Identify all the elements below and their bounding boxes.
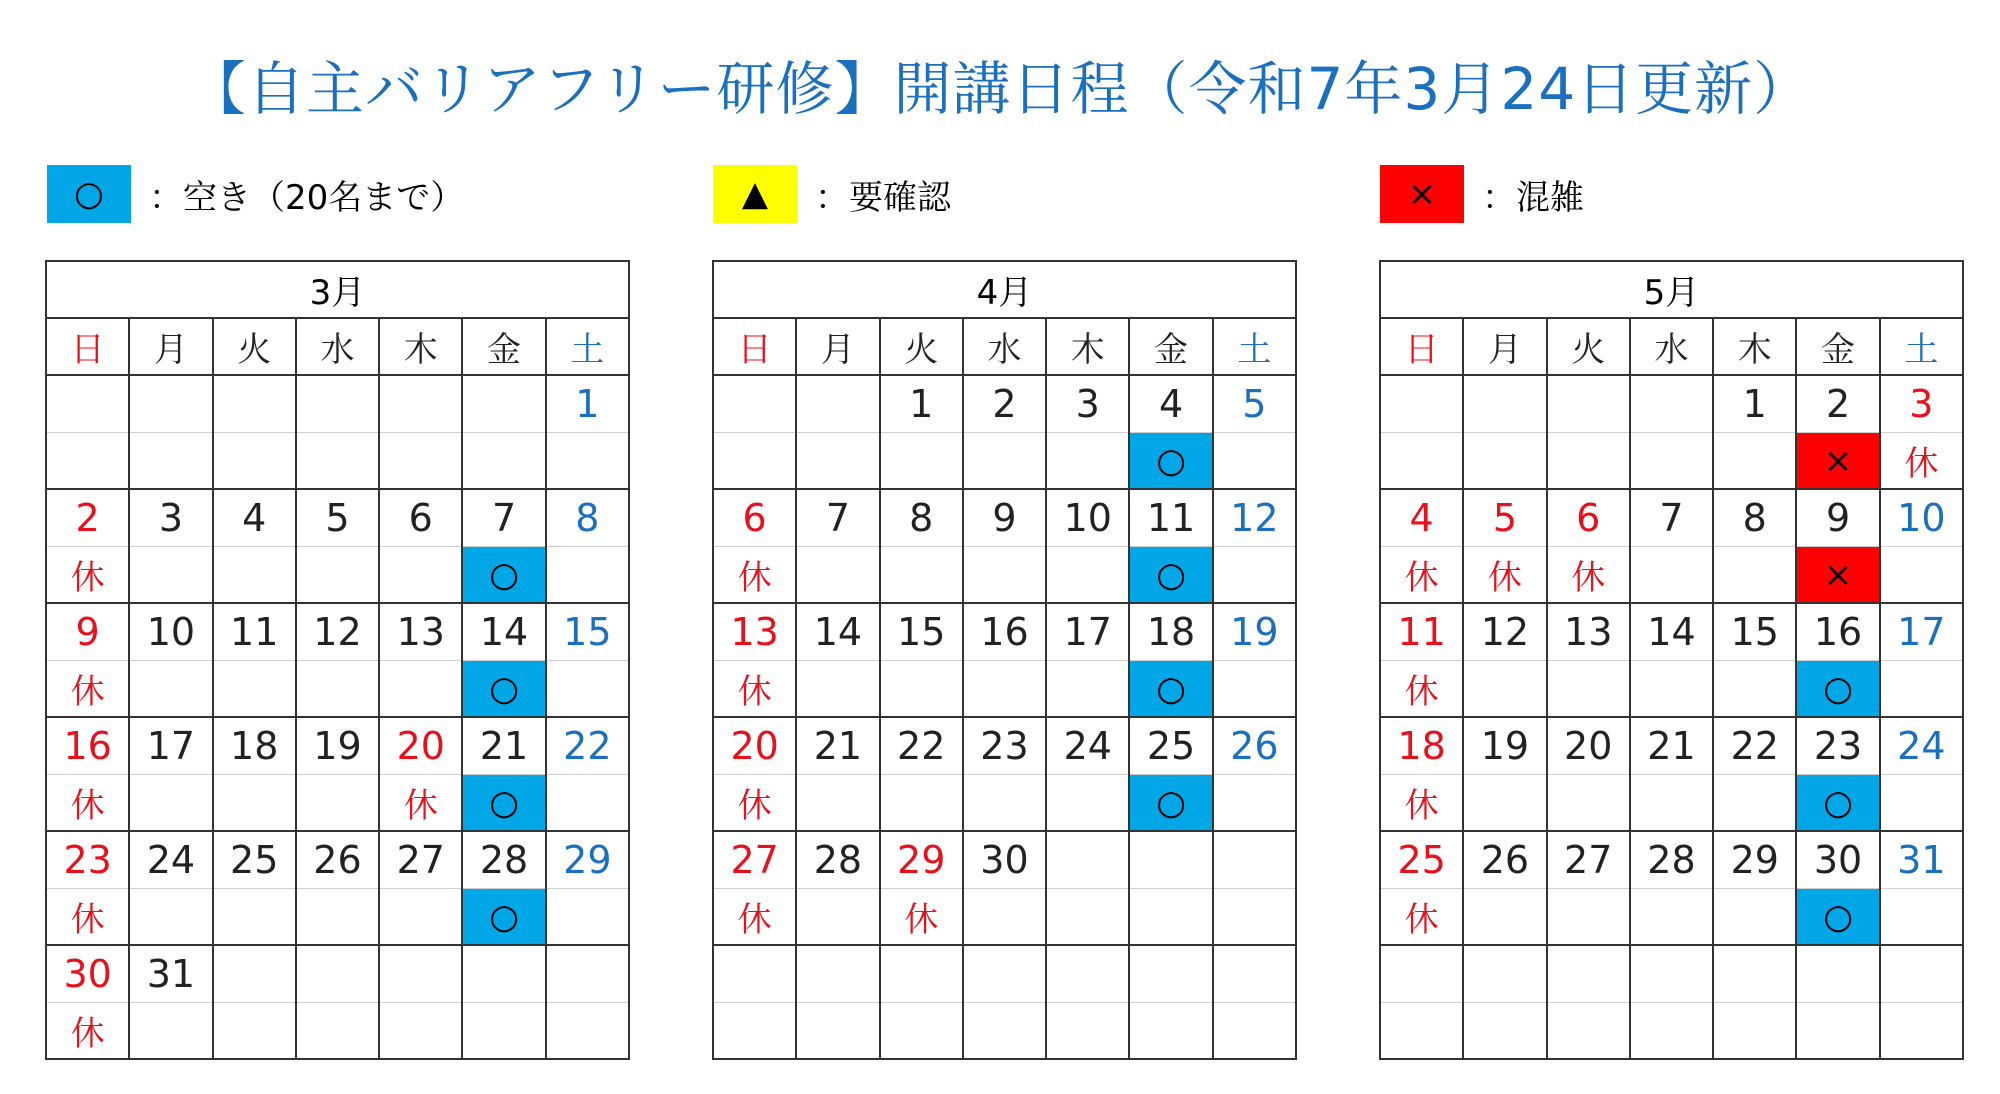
status-cell xyxy=(1880,661,1963,718)
day-number: 5 xyxy=(1213,375,1296,433)
weekday-header: 木 xyxy=(1046,318,1129,375)
status-cell xyxy=(1046,1003,1129,1060)
day-number: 22 xyxy=(880,717,963,775)
status-cell xyxy=(880,775,963,832)
status-cell xyxy=(1463,775,1546,832)
status-cell xyxy=(379,547,462,604)
status-cell xyxy=(1630,889,1713,946)
status-cell xyxy=(963,661,1046,718)
status-holiday: 休 xyxy=(1463,547,1546,604)
day-number: 17 xyxy=(1046,603,1129,661)
status-cell xyxy=(1213,775,1296,832)
day-number: 11 xyxy=(213,603,296,661)
status-available: ○ xyxy=(462,547,545,604)
status-cell xyxy=(1129,889,1212,946)
day-number: 18 xyxy=(1380,717,1463,775)
day-number xyxy=(462,945,545,1003)
day-number xyxy=(129,375,212,433)
day-number: 10 xyxy=(1046,489,1129,547)
day-number xyxy=(1713,945,1796,1003)
weekday-header: 火 xyxy=(880,318,963,375)
status-cell xyxy=(213,661,296,718)
day-number: 1 xyxy=(880,375,963,433)
status-cell xyxy=(1880,547,1963,604)
day-number: 11 xyxy=(1129,489,1212,547)
weekday-header: 木 xyxy=(379,318,462,375)
day-number: 16 xyxy=(46,717,129,775)
day-number: 8 xyxy=(1713,489,1796,547)
status-holiday: 休 xyxy=(713,661,796,718)
status-cell xyxy=(129,775,212,832)
weekday-header: 木 xyxy=(1713,318,1796,375)
day-number: 16 xyxy=(963,603,1046,661)
status-holiday: 休 xyxy=(880,889,963,946)
day-number: 2 xyxy=(963,375,1046,433)
status-full: × xyxy=(1796,433,1879,490)
day-number xyxy=(46,375,129,433)
status-holiday: 休 xyxy=(1880,433,1963,490)
status-cell xyxy=(963,889,1046,946)
legend-available-label: ：空き（20名まで） xyxy=(149,177,465,218)
day-number: 4 xyxy=(1380,489,1463,547)
day-number: 12 xyxy=(1463,603,1546,661)
status-cell xyxy=(1630,547,1713,604)
legend-available-swatch: ○ xyxy=(47,165,131,223)
day-number: 13 xyxy=(713,603,796,661)
status-cell xyxy=(1880,775,1963,832)
day-number: 19 xyxy=(1213,603,1296,661)
day-number: 8 xyxy=(546,489,629,547)
day-number: 5 xyxy=(296,489,379,547)
day-number xyxy=(213,375,296,433)
status-cell xyxy=(213,1003,296,1060)
status-cell xyxy=(1463,433,1546,490)
day-number: 1 xyxy=(546,375,629,433)
status-cell xyxy=(546,661,629,718)
calendar-april xyxy=(712,260,1297,1060)
day-number: 2 xyxy=(1796,375,1879,433)
status-cell xyxy=(880,1003,963,1060)
status-available: ○ xyxy=(1129,547,1212,604)
status-cell xyxy=(546,1003,629,1060)
legend-full xyxy=(1380,165,1584,223)
day-number: 27 xyxy=(713,831,796,889)
day-number xyxy=(1129,831,1212,889)
day-number: 18 xyxy=(213,717,296,775)
status-cell xyxy=(129,547,212,604)
status-cell xyxy=(379,661,462,718)
weekday-header: 土 xyxy=(1213,318,1296,375)
status-cell xyxy=(1046,889,1129,946)
status-cell xyxy=(213,889,296,946)
day-number: 26 xyxy=(1463,831,1546,889)
status-cell xyxy=(546,433,629,490)
status-cell xyxy=(796,433,879,490)
status-holiday: 休 xyxy=(1547,547,1630,604)
day-number xyxy=(1630,945,1713,1003)
day-number: 28 xyxy=(462,831,545,889)
day-number: 11 xyxy=(1380,603,1463,661)
status-holiday: 休 xyxy=(46,1003,129,1060)
day-number xyxy=(796,375,879,433)
day-number xyxy=(880,945,963,1003)
weekday-header: 土 xyxy=(1880,318,1963,375)
status-cell xyxy=(1630,433,1713,490)
day-number xyxy=(1463,945,1546,1003)
day-number xyxy=(379,375,462,433)
status-holiday: 休 xyxy=(1380,775,1463,832)
day-number: 12 xyxy=(296,603,379,661)
status-cell xyxy=(796,775,879,832)
weekday-header: 火 xyxy=(1547,318,1630,375)
status-cell xyxy=(796,661,879,718)
status-holiday: 休 xyxy=(379,775,462,832)
day-number: 4 xyxy=(1129,375,1212,433)
status-cell xyxy=(1213,1003,1296,1060)
day-number: 9 xyxy=(46,603,129,661)
day-number xyxy=(1880,945,1963,1003)
status-cell xyxy=(462,1003,545,1060)
day-number: 16 xyxy=(1796,603,1879,661)
day-number: 26 xyxy=(296,831,379,889)
day-number xyxy=(213,945,296,1003)
day-number: 20 xyxy=(1547,717,1630,775)
day-number: 29 xyxy=(1713,831,1796,889)
status-cell xyxy=(880,433,963,490)
status-cell xyxy=(1046,547,1129,604)
status-holiday: 休 xyxy=(46,889,129,946)
weekday-header: 水 xyxy=(296,318,379,375)
day-number: 30 xyxy=(1796,831,1879,889)
calendar-may xyxy=(1379,260,1964,1060)
status-cell xyxy=(1547,1003,1630,1060)
status-cell xyxy=(1213,889,1296,946)
day-number: 24 xyxy=(1880,717,1963,775)
day-number: 1 xyxy=(1713,375,1796,433)
status-cell xyxy=(1630,1003,1713,1060)
weekday-header: 月 xyxy=(796,318,879,375)
legend-available xyxy=(47,165,464,223)
weekday-header: 金 xyxy=(1796,318,1879,375)
status-cell xyxy=(1046,775,1129,832)
day-number: 28 xyxy=(796,831,879,889)
legend-check-label: ：要確認 xyxy=(815,177,951,218)
day-number: 23 xyxy=(963,717,1046,775)
day-number: 20 xyxy=(713,717,796,775)
status-available: ○ xyxy=(1129,433,1212,490)
status-cell xyxy=(713,433,796,490)
status-cell xyxy=(1630,661,1713,718)
day-number: 6 xyxy=(379,489,462,547)
status-cell xyxy=(880,661,963,718)
status-cell xyxy=(213,547,296,604)
day-number xyxy=(462,375,545,433)
status-cell xyxy=(1880,1003,1963,1060)
day-number xyxy=(379,945,462,1003)
day-number xyxy=(546,945,629,1003)
day-number xyxy=(1046,945,1129,1003)
status-holiday: 休 xyxy=(1380,889,1463,946)
status-cell xyxy=(379,433,462,490)
status-available: ○ xyxy=(462,661,545,718)
status-cell xyxy=(1046,433,1129,490)
weekday-header: 火 xyxy=(213,318,296,375)
status-available: ○ xyxy=(1129,661,1212,718)
day-number: 25 xyxy=(213,831,296,889)
day-number xyxy=(1547,945,1630,1003)
status-cell xyxy=(1463,889,1546,946)
status-cell xyxy=(46,433,129,490)
legend-check-swatch: ▲ xyxy=(713,165,797,223)
day-number: 30 xyxy=(963,831,1046,889)
status-cell xyxy=(1547,661,1630,718)
weekday-header: 日 xyxy=(46,318,129,375)
day-number xyxy=(1213,945,1296,1003)
weekday-header: 水 xyxy=(963,318,1046,375)
status-cell xyxy=(379,889,462,946)
status-cell xyxy=(296,775,379,832)
day-number: 21 xyxy=(1630,717,1713,775)
status-cell xyxy=(963,775,1046,832)
day-number xyxy=(713,375,796,433)
status-cell xyxy=(963,433,1046,490)
day-number xyxy=(296,945,379,1003)
status-cell xyxy=(213,775,296,832)
page-title: 【自主バリアフリー研修】開講日程（令和7年3月24日更新） xyxy=(187,55,1813,123)
day-number: 31 xyxy=(129,945,212,1003)
day-number xyxy=(1046,831,1129,889)
status-cell xyxy=(1713,889,1796,946)
day-number: 20 xyxy=(379,717,462,775)
legend-full-label: ：混雑 xyxy=(1482,177,1584,218)
day-number: 19 xyxy=(1463,717,1546,775)
day-number: 6 xyxy=(1547,489,1630,547)
day-number: 23 xyxy=(1796,717,1879,775)
day-number: 27 xyxy=(379,831,462,889)
day-number: 14 xyxy=(462,603,545,661)
status-cell xyxy=(1213,433,1296,490)
day-number: 15 xyxy=(1713,603,1796,661)
status-available: ○ xyxy=(1129,775,1212,832)
day-number: 31 xyxy=(1880,831,1963,889)
day-number xyxy=(963,945,1046,1003)
status-cell xyxy=(1547,433,1630,490)
status-cell xyxy=(129,889,212,946)
day-number: 3 xyxy=(1046,375,1129,433)
status-cell xyxy=(1880,889,1963,946)
weekday-header: 月 xyxy=(129,318,212,375)
weekday-header: 日 xyxy=(713,318,796,375)
day-number xyxy=(1380,375,1463,433)
status-cell xyxy=(963,1003,1046,1060)
status-cell xyxy=(379,1003,462,1060)
legend-full-swatch: × xyxy=(1380,165,1464,223)
weekday-header: 土 xyxy=(546,318,629,375)
status-holiday: 休 xyxy=(713,547,796,604)
day-number xyxy=(796,945,879,1003)
status-holiday: 休 xyxy=(46,775,129,832)
status-available: ○ xyxy=(462,775,545,832)
day-number: 24 xyxy=(129,831,212,889)
day-number xyxy=(1630,375,1713,433)
day-number: 30 xyxy=(46,945,129,1003)
status-cell xyxy=(129,1003,212,1060)
day-number xyxy=(296,375,379,433)
status-cell xyxy=(1547,775,1630,832)
status-available: ○ xyxy=(1796,775,1879,832)
status-cell xyxy=(1796,1003,1879,1060)
day-number: 14 xyxy=(1630,603,1713,661)
day-number: 29 xyxy=(546,831,629,889)
status-cell xyxy=(1380,433,1463,490)
day-number: 21 xyxy=(796,717,879,775)
month-header: 4月 xyxy=(713,261,1296,318)
day-number: 12 xyxy=(1213,489,1296,547)
status-cell xyxy=(1630,775,1713,832)
status-cell xyxy=(462,433,545,490)
day-number xyxy=(1380,945,1463,1003)
status-cell xyxy=(796,547,879,604)
status-available: ○ xyxy=(1796,661,1879,718)
status-available: ○ xyxy=(462,889,545,946)
weekday-header: 金 xyxy=(1129,318,1212,375)
status-cell xyxy=(1046,661,1129,718)
day-number: 7 xyxy=(796,489,879,547)
status-cell xyxy=(1713,1003,1796,1060)
day-number: 26 xyxy=(1213,717,1296,775)
day-number: 25 xyxy=(1129,717,1212,775)
status-cell xyxy=(546,775,629,832)
day-number: 23 xyxy=(46,831,129,889)
day-number xyxy=(1796,945,1879,1003)
status-cell xyxy=(1463,1003,1546,1060)
status-cell xyxy=(1547,889,1630,946)
status-cell xyxy=(129,433,212,490)
day-number: 6 xyxy=(713,489,796,547)
status-holiday: 休 xyxy=(46,661,129,718)
day-number: 28 xyxy=(1630,831,1713,889)
day-number: 29 xyxy=(880,831,963,889)
weekday-header: 水 xyxy=(1630,318,1713,375)
status-holiday: 休 xyxy=(713,889,796,946)
status-cell xyxy=(1380,1003,1463,1060)
day-number: 18 xyxy=(1129,603,1212,661)
status-cell xyxy=(296,547,379,604)
status-cell xyxy=(1463,661,1546,718)
status-cell xyxy=(1713,433,1796,490)
day-number: 15 xyxy=(880,603,963,661)
status-cell xyxy=(1129,1003,1212,1060)
status-holiday: 休 xyxy=(1380,661,1463,718)
day-number: 10 xyxy=(129,603,212,661)
day-number: 13 xyxy=(1547,603,1630,661)
status-holiday: 休 xyxy=(46,547,129,604)
month-header: 3月 xyxy=(46,261,629,318)
day-number: 25 xyxy=(1380,831,1463,889)
day-number: 9 xyxy=(1796,489,1879,547)
weekday-header: 金 xyxy=(462,318,545,375)
status-cell xyxy=(1713,775,1796,832)
status-cell xyxy=(880,547,963,604)
status-cell xyxy=(1713,661,1796,718)
day-number: 13 xyxy=(379,603,462,661)
day-number: 5 xyxy=(1463,489,1546,547)
day-number xyxy=(1547,375,1630,433)
status-cell xyxy=(963,547,1046,604)
status-cell xyxy=(296,661,379,718)
day-number: 22 xyxy=(546,717,629,775)
status-cell xyxy=(796,1003,879,1060)
day-number xyxy=(713,945,796,1003)
weekday-header: 月 xyxy=(1463,318,1546,375)
month-header: 5月 xyxy=(1380,261,1963,318)
status-cell xyxy=(296,889,379,946)
day-number: 8 xyxy=(880,489,963,547)
status-cell xyxy=(213,433,296,490)
day-number: 19 xyxy=(296,717,379,775)
day-number: 17 xyxy=(129,717,212,775)
legend-check xyxy=(713,165,951,223)
day-number: 27 xyxy=(1547,831,1630,889)
status-cell xyxy=(296,433,379,490)
day-number: 9 xyxy=(963,489,1046,547)
day-number: 15 xyxy=(546,603,629,661)
status-cell xyxy=(546,547,629,604)
day-number: 2 xyxy=(46,489,129,547)
day-number xyxy=(1129,945,1212,1003)
day-number: 17 xyxy=(1880,603,1963,661)
weekday-header: 日 xyxy=(1380,318,1463,375)
status-cell xyxy=(1213,547,1296,604)
status-cell xyxy=(546,889,629,946)
calendar-march xyxy=(45,260,630,1060)
day-number: 7 xyxy=(462,489,545,547)
status-holiday: 休 xyxy=(1380,547,1463,604)
day-number xyxy=(1463,375,1546,433)
status-full: × xyxy=(1796,547,1879,604)
status-cell xyxy=(129,661,212,718)
day-number: 7 xyxy=(1630,489,1713,547)
status-cell xyxy=(1713,547,1796,604)
status-cell xyxy=(1213,661,1296,718)
day-number: 10 xyxy=(1880,489,1963,547)
status-holiday: 休 xyxy=(713,775,796,832)
day-number xyxy=(1213,831,1296,889)
day-number: 14 xyxy=(796,603,879,661)
status-cell xyxy=(296,1003,379,1060)
status-cell xyxy=(713,1003,796,1060)
day-number: 22 xyxy=(1713,717,1796,775)
status-available: ○ xyxy=(1796,889,1879,946)
day-number: 3 xyxy=(129,489,212,547)
day-number: 3 xyxy=(1880,375,1963,433)
status-cell xyxy=(796,889,879,946)
day-number: 4 xyxy=(213,489,296,547)
day-number: 24 xyxy=(1046,717,1129,775)
day-number: 21 xyxy=(462,717,545,775)
